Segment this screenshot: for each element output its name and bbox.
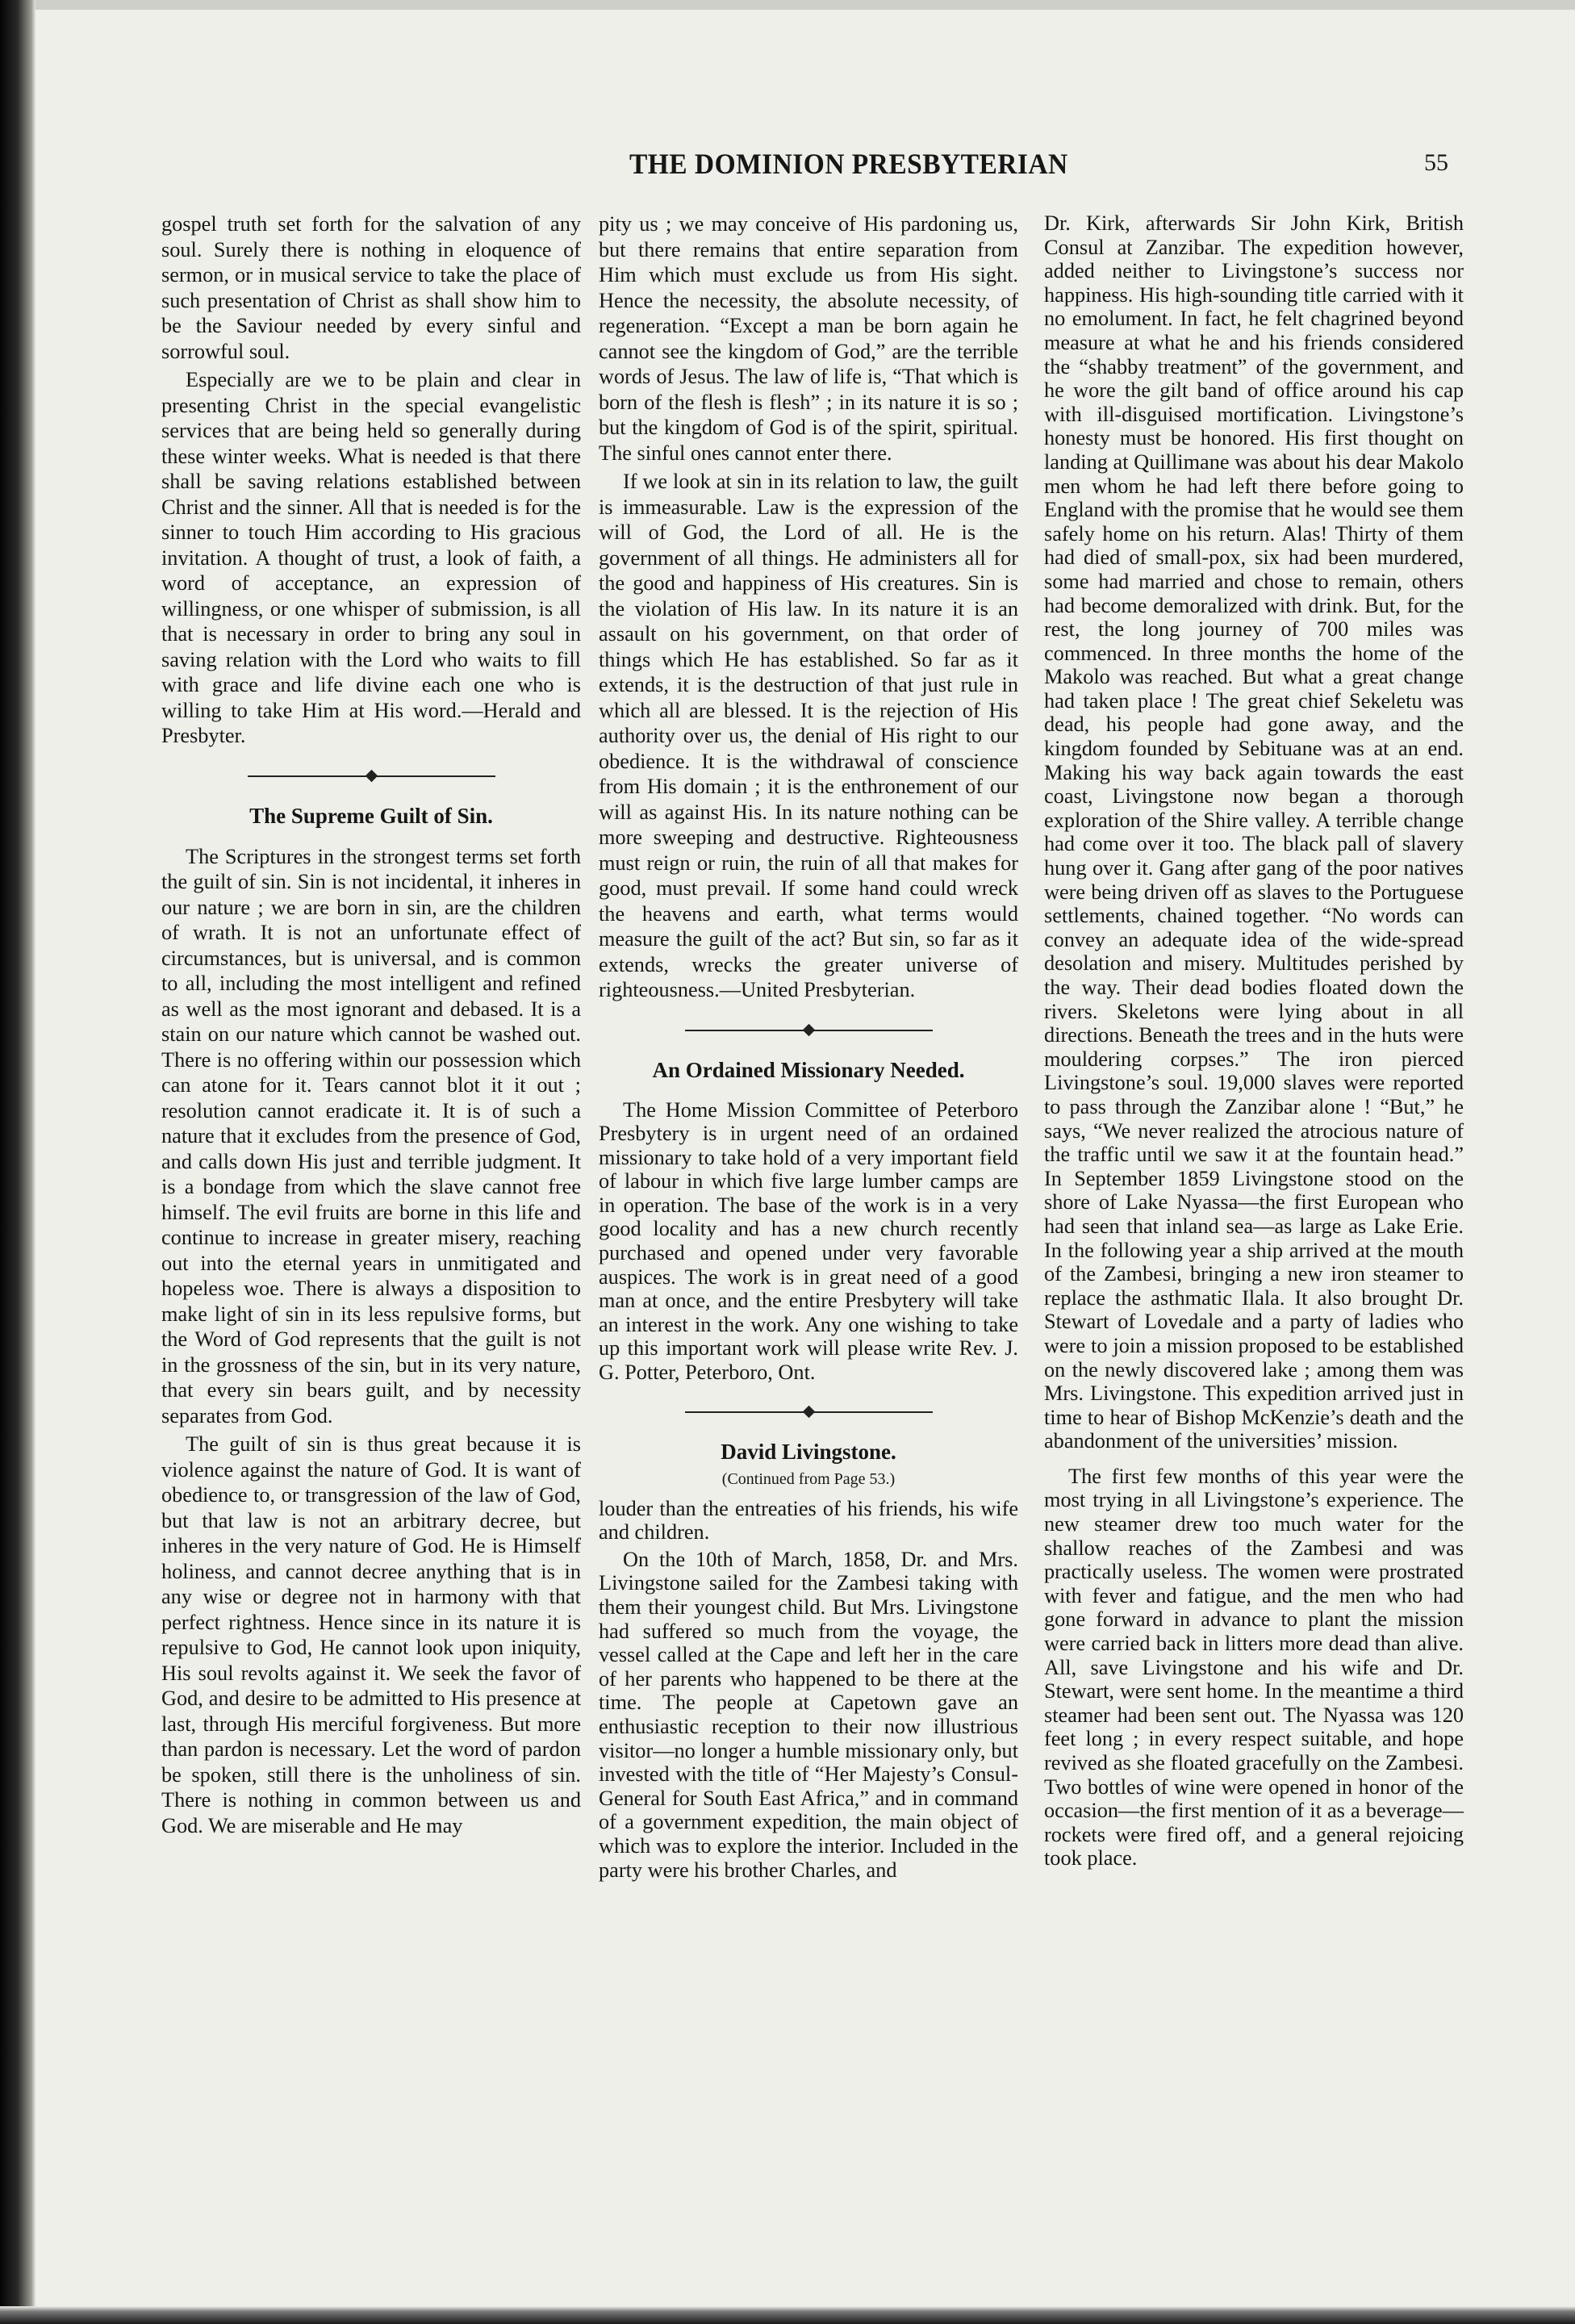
- journal-title: THE DOMINION PRESBYTERIAN: [629, 148, 1068, 180]
- section-divider: [599, 1014, 1018, 1047]
- page-header: [0, 147, 1575, 187]
- column-1: [161, 211, 581, 1838]
- section-divider: [599, 1396, 1018, 1428]
- paragraph-scriptures: The Scriptures in the strongest terms set forth the guilt of sin. Sin is not incidental, it inheres in our nature ; we are born in sin, are the children of wrath. It is not an unfortunate effect of circumstances, but is universal, and is common to all, including the most intelligent and refined as well as the most ignorant and debased. It is a stain on our nature which cannot be washed out. There is no offering within our possession which can atone for it. Tears cannot blot it it out ; resolution cannot eradicate it. It is of such a nature that it excludes from the presence of God, and calls down His just and terrible judgment. It is a bondage from which the slave cannot free himself. The evil fruits are borne in this life and continue to increase in greater misery, reaching out into the eternal years in unmitigated and hopeless woe. There is always a disposition to make light of sin in its less repulsive forms, but the Word of God represents that the guilt is not in the grossness of the sin, but in its very nature, that every sin bears guilt, and by necessity separates from God.: [161, 844, 581, 1427]
- scan-binding-shadow: [0, 0, 36, 2324]
- article-heading-supreme-guilt: The Supreme Guilt of Sin.: [249, 803, 493, 828]
- paragraph-relation-to-law: If we look at sin in its relation to law, the guilt is immeasurable. Law is the expression of the will of God, the Lord of all. He is the government of all things. He administers all for the good and happiness of His creatures. Sin is the violation of His law. In its nature it is an assault on his government, on that order of things which He has established. So far as it extends, it is the destruction of that just rule in which all are blessed. It is the rejection of His authority over us, the denial of His right to our obedience. It is the withdrawal of conscience from His domain ; it is the enthronement of our will as against His. In its nature nothing can be more sweeping and destructive. Righteousness must reign or ruin, the ruin of all that makes for good, must prevail. If some hand could wreck the heavens and earth, what terms would measure the guilt of the act? But sin, so far as it extends, wrecks the greater universe of righteousness.—United Presbyterian.: [599, 470, 1018, 1001]
- paragraph-pity-us: pity us ; we may conceive of His pardoning us, but there remains that entire separation from Him which must exclude us from His sight. Hence the necessity, the absolute necessity, of regeneration. “Except a man be born again he cannot see the kingdom of God,” are the terrible words of Jesus. The law of life is, “That which is born of the flesh is flesh” ; in its nature it is so ; but the kingdom of God is of the spirit, spiritual. The sinful ones cannot enter there.: [599, 212, 1018, 465]
- paragraph-guilt-of-sin: The guilt of sin is thus great because it is violence against the nature of God. It is want of obedience to, or transgression of the law of God, but that law is not an arbitrary decree, but inheres in the very nature of God. He is Himself holiness, and cannot decree anything that is in any wise or degree not in harmony with that perfect rightness. Hence since in its nature it is repulsive to God, He cannot look upon iniquity, His soul revolts against it. We seek the favor of God, and desire to be admitted to His presence at last, through His merciful forgiveness. But more than pardon is necessary. Let the word of pardon be spoken, still there is the unholiness of sin. There is nothing in common between us and God. We are miserable and He may: [161, 1432, 581, 1837]
- paragraph-gospel-truth: gospel truth set forth for the salvation of any soul. Surely there is nothing in eloquence of sermon, or in musical service to take the place of such presentation of Christ as shall show him to be the Saviour needed by every sinful and sorrowful soul.: [161, 212, 581, 363]
- paragraph-sailed-zambesi: On the 10th of March, 1858, Dr. and Mrs. Livingstone sailed for the Zambesi taking with them their youngest child. But Mrs. Livingstone had suffered so much from the voyage, the vessel called at the Cape and left her in the care of her parents who happened to be there at the time. The people at Capetown gave an enthusiastic reception to their now illustrious visitor—no longer a humble missionary only, but invested with the title of “Her Majesty’s Consul-General for South East Africa,” and in command of a government expedition, the main object of which was to explore the interior. Included in the party were his brother Charles, and: [599, 1547, 1018, 1882]
- scan-bottom-edge: [0, 2306, 1575, 2324]
- article-heading-livingstone: David Livingstone.: [721, 1439, 896, 1464]
- article-heading-missionary-needed: An Ordained Missionary Needed.: [652, 1057, 965, 1082]
- paragraph-louder: louder than the entreaties of his friends, his wife and children.: [599, 1496, 1018, 1544]
- column-3: [1044, 211, 1464, 1870]
- scan-top-edge: [0, 0, 1575, 10]
- continued-note: (Continued from Page 53.): [721, 1469, 896, 1488]
- paragraph-home-mission: The Home Mission Committee of Peterboro Presbytery is in urgent need of an ordained missionary to take hold of a very important field of labour in which five large lumber camps are in operation. The base of the work is in a very good locality and has a new church recently purchased and opened under very favorable auspices. The work is in great need of a good man at once, and the entire Presbytery will take an interest in the work. Any one wishing to take up this important work will please write Rev. J. G. Potter, Peterboro, Ont.: [599, 1097, 1018, 1385]
- section-divider: [161, 760, 581, 792]
- paragraph-plain-and-clear: Especially are we to be plain and clear in presenting Christ in the special evangelistic services that are being held so generally during these winter weeks. What is needed is that there shall be saving relations established between Christ and the sinner. All that is needed is for the sinner to touch Him according to His gracious invitation. A thought of trust, a look of faith, a word of acceptance, an expression of willingness, or one whisper of submission, is all that is necessary in order to bring any soul in saving relation with the Lord who waits to fill with grace and life divine each one who is willing to take Him at His word.—Herald and Presbyter.: [161, 368, 581, 747]
- page-number: 55: [1424, 149, 1448, 176]
- paragraph-dr-kirk: Dr. Kirk, afterwards Sir John Kirk, British Consul at Zanzibar. The expedition however, added neither to Livingstone’s success nor happiness. His high-sounding title carried with it no emolument. In fact, he felt chagrined beyond measure at what he and his friends considered the “shabby treatment” of the government, and he wore the gilt band of office around his cap with ill-disguised mortification. Livingstone’s honesty must be honored. His first thought on landing at Quillimane was about his dear Makolo men whom he had left there before going to England with the promise that he would see them safely home on his return. Alas! Thirty of them had died of small-pox, six had been murdered, some had married and chose to remain, others had become demoralized with drink. But, for the rest, the long journey of 700 miles was commenced. In three months the home of the Makolo was reached. But what a great change had taken place ! The great chief Sekeletu was dead, his people had gone away, and the kingdom founded by Sebituane was at an end. Making his way back again towards the east coast, Livingstone now began a thorough exploration of the Shire valley. A terrible change had come over it too. The black pall of slavery hung over it. Gang after gang of the poor natives were being driven off as slaves to the Portuguese settlements, chained together. “No words can convey an adequate idea of the wide-spread desolation and misery. Multitudes perished by the way. Their dead bodies floated down the rivers. Skeletons were lying about in all directions. Beneath the trees and in the huts were mouldering corpses.” The iron pierced Livingstone’s soul. 19,000 slaves were reported to pass through the Zanzibar alone ! “But,” he says, “We never realized the atrocious nature of the traffic until we saw it at the fountain head.” In September 1859 Livingstone stood on the shore of Lake Nyassa—the first European who had seen that inland sea—as large as Lake Erie. In the following year a ship arrived at the mouth of the Zambesi, bringing a new iron steamer to replace the asthmatic Ilala. It also brought Dr. Stewart of Lovedale and a party of ladies who were to join a mission proposed to be established on the newly discovered lake ; among them was Mrs. Livingstone. This expedition arrived just in time to hear of Bishop McKenzie’s death and the abandonment of the universities’ mission.: [1044, 211, 1464, 1453]
- paragraph-first-few-months: The first few months of this year were the most trying in all Livingstone’s experience. The new steamer drew too much water for the shallow reaches of the Zambesi and was practically useless. The women were prostrated with fever and fatigue, and the men who had gone forward in advance to plant the mission were carried back in litters more dead than alive. All, save Livingstone and his wife and Dr. Stewart, were sent home. In the meantime a third steamer had been sent out. The Nyassa was 120 feet long ; in every respect suitable, and hope revived as she floated gracefully on the Zambesi. Two bottles of wine were opened in honor of the occasion—the first mention of it as a beverage—rockets were fired off, and a general rejoicing took place.: [1044, 1464, 1464, 1870]
- column-2: [599, 211, 1018, 1882]
